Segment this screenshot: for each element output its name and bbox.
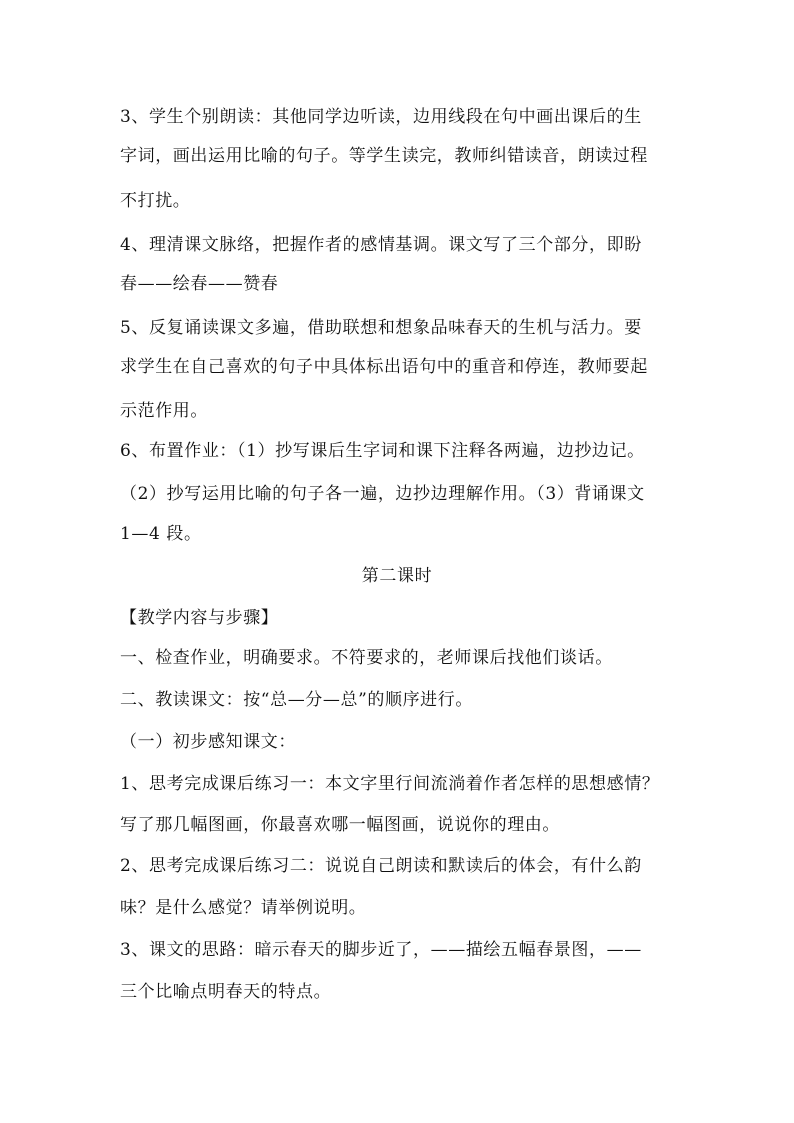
text-line: 1、思考完成课后练习一：本文字里行间流淌着作者怎样的思想感情？: [120, 774, 660, 794]
text-line: 二、教读课文：按“总—分—总”的顺序进行。: [120, 690, 473, 710]
text-line: 4、理清课文脉络，把握作者的感情基调。课文写了三个部分，即盼: [120, 235, 642, 255]
text-line: 味？是什么感觉？请举例说明。: [120, 898, 367, 918]
subheading: 【教学内容与步骤】: [120, 608, 279, 628]
text-line: 3、课文的思路：暗示春天的脚步近了，——描绘五幅春景图，——: [120, 940, 642, 960]
text-line: （2）抄写运用比喻的句子各一遍，边抄边理解作用。（3）背诵课文: [120, 484, 645, 504]
text-line: 字词，画出运用比喻的句子。等学生读完，教师纠错读音，朗读过程: [120, 146, 648, 166]
text-line: 6、布置作业：（1）抄写课后生字词和课下注释各两遍，边抄边记。: [120, 441, 645, 461]
text-line: 三个比喻点明春天的特点。: [120, 982, 332, 1002]
text-line: 5、反复诵读课文多遍，借助联想和想象品味春天的生机与活力。要: [120, 318, 642, 338]
text-line: 春——绘春——赞春: [120, 274, 279, 294]
text-line: （一）初步感知课文：: [120, 732, 296, 752]
text-line: 3、学生个别朗读：其他同学边听读，边用线段在句中画出课后的生: [120, 107, 642, 127]
text-line: 求学生在自己喜欢的句子中具体标出语句中的重音和停连，教师要起: [120, 357, 648, 377]
text-line: 一、检查作业，明确要求。不符要求的，老师课后找他们谈话。: [120, 648, 613, 668]
text-line: 示范作用。: [120, 401, 208, 421]
section-heading: 第二课时: [361, 566, 433, 586]
text-line: 不打扰。: [120, 191, 191, 211]
text-line: 写了那几幅图画，你最喜欢哪一幅图画，说说你的理由。: [120, 815, 560, 835]
text-line: 1—4 段。: [120, 524, 202, 544]
text-line: 2、思考完成课后练习二：说说自己朗读和默读后的体会，有什么韵: [120, 856, 642, 876]
